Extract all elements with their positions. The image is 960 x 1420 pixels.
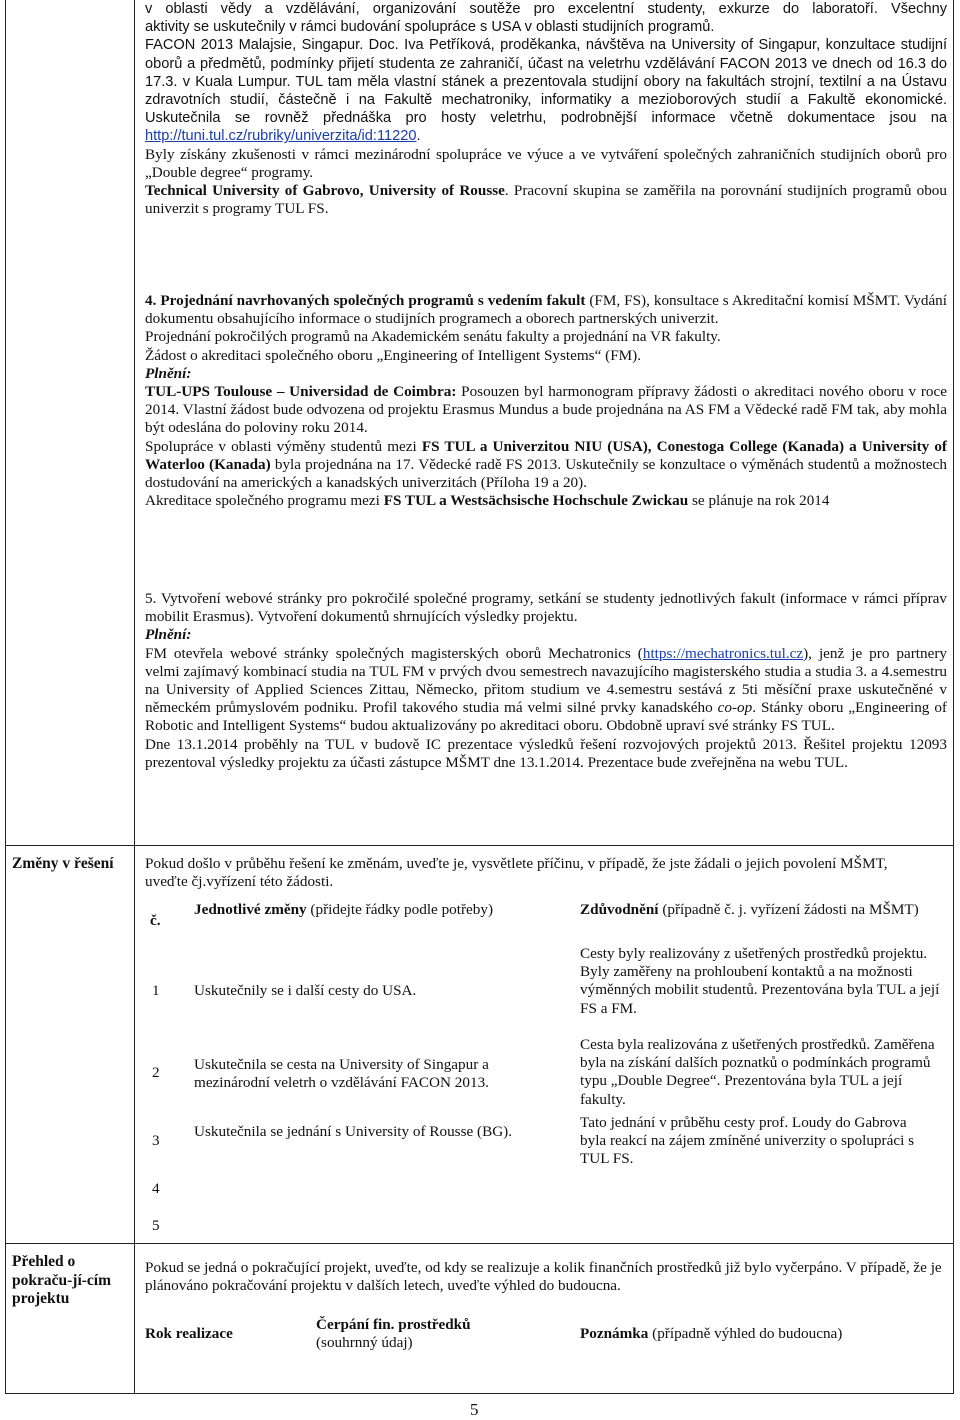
change-row-text: Uskutečnila se cesta na University of Singapur a mezinárodní veletrh o vzdělávání FACON 2013. (194, 1056, 489, 1092)
change-row-reason: Tato jednání v průběhu cesty prof. Loudy do Gabrova byla reakcí na zájem zmíněné univerzity o spolupráci s TUL FS. (580, 1114, 914, 1168)
text-span: ), jenž je pro partnery velmi zajímavý kombinací studia na TUL FM v prvých dvou semestrech navazujícího magisterského studia a studia 3. a 4.semestru na University of Applied Sciences Zittau, Německo, přitom studium ve 4.semestru sestává z 5ti měsíční praxe uskutečněné v německém průmyslovém podniku. Profil takového studia má velmi silné prvky kanadského (145, 644, 947, 717)
row-divider-zmeny (5, 845, 954, 846)
paragraph-prezentace: Dne 13.1.2014 proběhly na TUL v budově IC prezentace výsledků řešení rozvojových projektů 2013. Řešitel projektu 12093 prezentoval výsledky projektu za účasti zástupce MŠMT dne 13.1.2014. Prezentace bude zveřejněna na webu TUL. (145, 735, 947, 771)
text-span: (případně č. j. vyřízení žádosti na MŠMT) (658, 901, 919, 918)
text-span: 5. (145, 590, 157, 607)
text-span: se plánuje na rok 2014 (688, 492, 830, 510)
text-span: FM otevřela webové stránky společných magisterských oborů Mechatronics ( (145, 644, 643, 662)
text-line: Pokud se jedná o pokračující projekt, uveďte, od kdy se realizuje a kolik finančních prostředků již bylo vyčerpáno. V případě, že je plánováno pokračování projektu v dalších letech, uveďte výhled do budoucna. (145, 1259, 942, 1295)
text-span: Poznámka (580, 1325, 649, 1342)
change-row-number: 4 (152, 1180, 160, 1197)
text-span: 4. (145, 292, 157, 309)
text-span: (případně výhled do budoucna) (648, 1325, 843, 1342)
text-span: (souhrnný údaj) (316, 1334, 413, 1352)
zmeny-intro (145, 855, 905, 891)
col-header-year: Rok realizace (145, 1325, 233, 1342)
col-header-note (580, 1325, 950, 1343)
text-span: Zdůvodnění (580, 901, 659, 918)
text-span: Akreditace společného programu mezi (145, 492, 384, 510)
col-header-funding (316, 1316, 536, 1352)
change-row-number: 2 (152, 1064, 160, 1081)
text-span: Projednání navrhovaných společných programů s vedením fakult (160, 292, 586, 309)
text-line: v oblasti vědy a vzdělávání, organizování soutěže pro excelentní studenty, exkurze do laboratoří. Všechny (145, 1, 947, 17)
text-span: FS TUL a Univerzitou NIU (USA), Conestoga College (Kanada) a University of Waterloo (Kanada) (145, 437, 947, 473)
section-4-title (145, 292, 947, 328)
row-divider-prehled (5, 1243, 954, 1244)
table-border-mid (134, 0, 135, 1394)
link-tuni[interactable]: http://tuni.tul.cz/rubriky/univerzita/id:11220 (145, 128, 417, 145)
text-span: Jednotlivé změny (194, 901, 307, 918)
text-span: . (416, 128, 421, 145)
text-span: Posouzen byl harmonogram přípravy žádosti o akreditaci nového oboru v roce 2014. Vlastní žádost bude odvozena od projektu Erasmus Mundus a bude projednána na AS FM a Vědecké radě FM tak, aby mohla být odeslána do poloviny roku 2014. (145, 383, 947, 437)
table-border-left (5, 0, 6, 1394)
link-mechatronics[interactable]: https://mechatronics.tul.cz (642, 644, 804, 662)
text-line: Pokud došlo v průběhu řešení ke změnám, uveďte je, vysvětlete příčinu, v případě, že jste žádali o jejich povolení MŠMT, uveďte čj.vyřízení této žádosti. (145, 855, 888, 891)
change-row-reason: Cesta byla realizována z ušetřených prostředků. Zaměřena byla na získání dalších poznatků o podmínkách programů typu „Double Degree“. Prezentována byla TUL a její fakulty. (580, 1036, 935, 1108)
change-row-text: Uskutečnila se jednání s University of Rousse (BG). (194, 1123, 513, 1140)
change-row-number: 3 (152, 1132, 160, 1149)
paragraph-zkusenosti: Byly získány zkušenosti v rámci mezinárodní spolupráce ve výuce a ve vytváření společných zahraničních studijních oborů pro „Double degree“ programy. (145, 145, 947, 181)
paragraph-toulouse (145, 383, 947, 438)
col-header-reason (580, 901, 940, 919)
text-span: co-op (717, 699, 753, 717)
text-span: FACON 2013 Malajsie, Singapur. Doc. (145, 37, 399, 54)
text-line: Projednání pokročilých programů na Akademickém senátu fakulty a projednání na VR fakulty. (145, 328, 721, 346)
page-number: 5 (470, 1400, 479, 1419)
plneni-label: Plnění: (145, 364, 192, 382)
text-span: (přidejte řádky podle potřeby) (306, 901, 494, 918)
paragraph-spoluprace (145, 438, 947, 493)
text-span: Spolupráce v oblasti výměny studentů mezi (145, 437, 422, 455)
text-line: Žádost o akreditaci společného oboru „Engineering of Intelligent Systems“ (FM). (145, 346, 641, 364)
change-row-number: 1 (152, 982, 160, 999)
prehled-intro (145, 1259, 945, 1295)
text-span: (FM, FS), konsultace s Akreditační komisí MŠMT. Vydání dokumentu obsahujícího informace o studijních programech a oborech partnerských univerzit. (145, 292, 947, 328)
text-span: Technical University of Gabrovo, University of Rousse (145, 182, 505, 200)
paragraph-facon (145, 36, 947, 145)
report-text-block (145, 0, 947, 218)
text-span: FS TUL a Westsächsische Hochschule Zwickau (383, 492, 689, 510)
col-header-change (194, 901, 534, 919)
text-line: aktivity se uskutečnily v rámci budování spolupráce s USA v oblasti studijních programů. (145, 19, 715, 36)
text-span: . Pracovní skupina se zaměřila na porovnání studijních programů obou univerzit s programy TUL FS. (145, 182, 947, 218)
table-border-bottom (5, 1393, 954, 1394)
section-4 (145, 292, 947, 510)
plneni-label: Plnění: (145, 626, 192, 644)
text-span: Iva Petříková, proděkanka, návštěva na University of Singapur, konzultace studijní oborů a předmětů, podmínky přijetí studenta ze zahraničí, účast na veletrhu vzdělávání FACON 2013 ve dnech od 16.3 do 17.3. v Kuala Lumpur. (145, 37, 947, 90)
change-row-number: 5 (152, 1217, 160, 1234)
text-span: . Stánky oboru „Engineering of Robotic and Intelligent Systems“ budou aktualizovány po akreditaci oboru. Obdobně upraví své stránky FS TUL. (145, 699, 947, 735)
text-span: Vytvoření webové stránky pro pokročilé společné programy, setkání se studenty jednotlivých fakult (informace v rámci příprav mobilit Erasmus). Vytvoření dokumentů shrnujících výsledky projektu. (145, 590, 947, 626)
prehled-label: Přehled o pokraču-jí-cím projektu (12, 1253, 112, 1307)
change-row-text: Uskutečnily se i další cesty do USA. (194, 982, 417, 999)
paragraph-mechatronics (145, 645, 947, 736)
zmeny-label: Změny v řešení (12, 855, 114, 872)
paragraph-gabrovo (145, 182, 947, 218)
section-5-title (145, 590, 947, 626)
text-span: byla projednána na 17. Vědecké radě FS 2013. Uskutečnily se konzultace o výměnách studentů a možnostech dostudování na amerických a kanadských univerzitách (Příloha 19 a 20). (145, 455, 947, 492)
table-border-right (953, 0, 954, 1394)
text-span: TUL tam měla vlastní stánek a prezentovala studijní obory na fakultách strojní, textilní a na Ústavu zdravotních studií, částečně i na Fakultě mechatroniky, informatiky a mezioborových studií a Fakultě ekonomické. Uskutečnila se rovněž přednáška pro hosty veletrhu, podrobnější informace včetně dokumentace jsou na (145, 73, 947, 127)
text-span: Čerpání fin. prostředků (316, 1316, 471, 1333)
text-span: TUL-UPS Toulouse – Universidad de Coimbra: (145, 383, 457, 401)
section-5 (145, 590, 947, 772)
paragraph-akreditace (145, 492, 947, 510)
change-row-reason: Cesty byly realizovány z ušetřených prostředků projektu. Byly zaměřeny na prohloubení kontaktů a na možnosti výměnných mobilit studentů. Prezentována byla TUL a její FS a FM. (580, 945, 940, 1017)
col-header-number: č. (150, 912, 161, 929)
